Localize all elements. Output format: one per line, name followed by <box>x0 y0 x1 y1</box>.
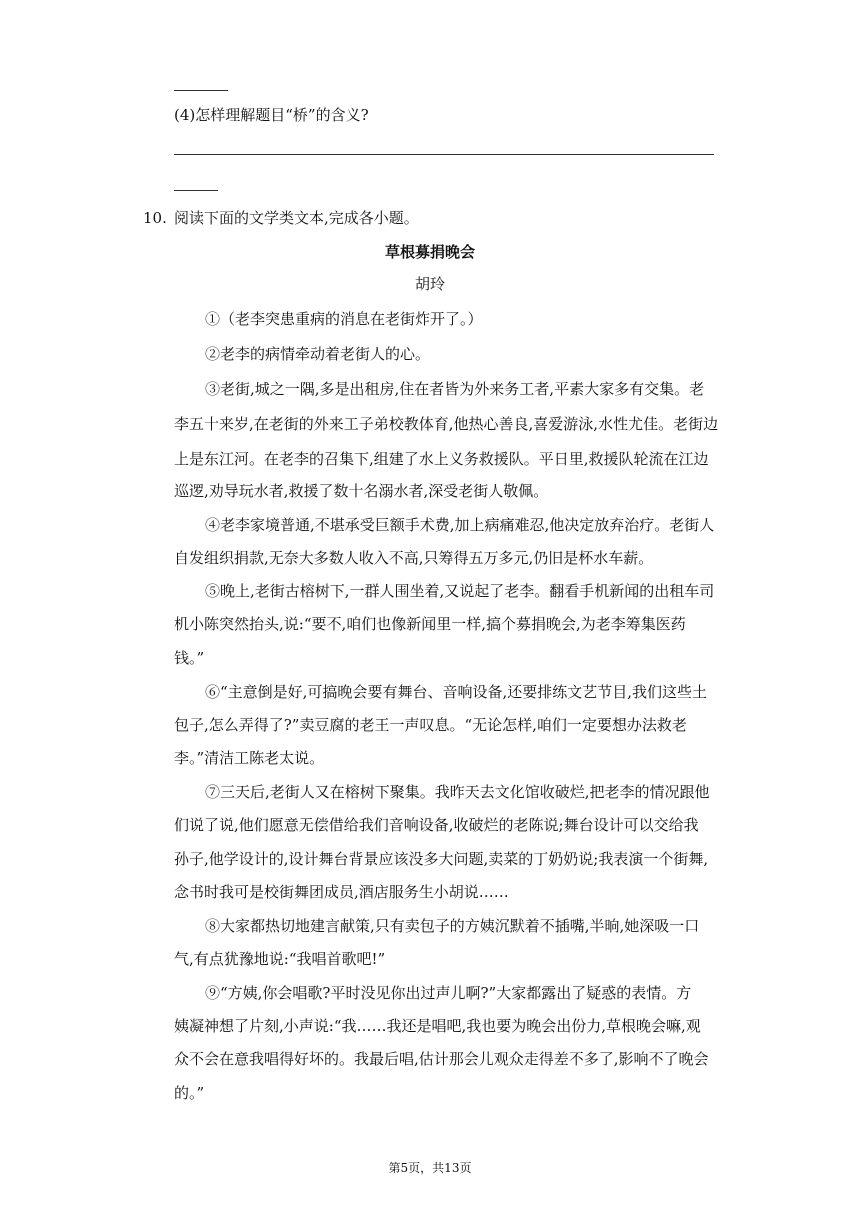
paragraph-line: ⑨“方姨,你会唱歌?平时没见你出过声儿啊?”大家都露出了疑惑的表情。方 <box>205 984 692 1002</box>
question-4: (4)怎样理解题目“桥”的含义? <box>174 106 369 124</box>
answer-line-long <box>174 154 714 155</box>
paragraph-line: 自发组织捐款,无奈大多数人收入不高,只筹得五万多元,仍旧是杯水车薪。 <box>174 549 654 567</box>
question-10-number: 10. <box>143 209 167 227</box>
paragraph-line: 的。” <box>174 1084 205 1102</box>
paragraph-line: ③老街,城之一隅,多是出租房,住在者皆为外来务工者,平素大家多有交集。老 <box>205 380 705 398</box>
paragraph-line: 钱。” <box>174 649 205 667</box>
paragraph-line: 孙子,他学设计的,设计舞台背景应该没多大问题,卖菜的丁奶奶说;我表演一个街舞, <box>174 850 709 868</box>
paragraph-line: 姨凝神想了片刻,小声说:“我……我还是唱吧,我也要为晚会出份力,草根晚会嘛,观 <box>174 1017 701 1035</box>
paragraph-line: 们说了说,他们愿意无偿借给我们音响设备,收破烂的老陈说;舞台设计可以交给我 <box>174 816 699 834</box>
paragraph-line: ②老李的病情牵动着老街人的心。 <box>205 345 431 363</box>
paragraph-line: 众不会在意我唱得好坏的。我最后唱,估计那会儿观众走得差不多了,影响不了晚会 <box>174 1050 709 1068</box>
paragraph-line: 上是东江河。在老李的召集下,组建了水上义务救援队。平日里,救援队轮流在江边 <box>174 450 709 468</box>
paragraph-line: 包子,怎么弄得了?”卖豆腐的老王一声叹息。“无论怎样,咱们一定要想办法救老 <box>174 716 687 734</box>
paragraph-line: ⑧大家都热切地建言献策,只有卖包子的方姨沉默着不插嘴,半晌,她深吸一口 <box>205 917 700 935</box>
article-title: 草根募捐晚会 <box>384 243 475 261</box>
paragraph-line: ⑥“主意倒是好,可搞晚会要有舞台、音响设备,还要排练文艺节目,我们这些土 <box>205 683 707 701</box>
paragraph-line: 念书时我可是校街舞团成员,酒店服务生小胡说…… <box>174 883 509 901</box>
paragraph-line: 李。”清洁工陈老太说。 <box>174 749 325 767</box>
paragraph-line: 机小陈突然抬头,说:“要不,咱们也像新闻里一样,搞个募捐晚会,为老李筹集医药 <box>174 615 686 633</box>
question-10-prompt: 阅读下面的文学类文本,完成各小题。 <box>174 209 419 227</box>
paragraph-line: 气,有点犹豫地说:“我唱首歌吧!” <box>174 950 386 968</box>
paragraph-line: ⑦三天后,老街人又在榕树下聚集。我昨天去文化馆收破烂,把老李的情况跟他 <box>205 783 710 801</box>
paragraph-line: ⑤晚上,老街古榕树下,一群人围坐着,又说起了老李。翻看手机新闻的出租车司 <box>205 582 715 600</box>
paragraph-line: ①（老李突患重病的消息在老街炸开了。） <box>205 310 483 328</box>
answer-line-short-top <box>174 90 228 91</box>
paragraph-line: 巡逻,劝导玩水者,救援了数十名溺水者,深受老街人敬佩。 <box>174 482 549 500</box>
answer-line-short <box>174 190 218 191</box>
paragraph-line: ④老李家境普通,不堪承受巨额手术费,加上病痛难忍,他决定放弃治疗。老街人 <box>205 516 715 534</box>
article-author: 胡玲 <box>414 275 445 293</box>
paragraph-line: 李五十来岁,在老街的外来工子弟校教体育,他热心善良,喜爱游泳,水性尤佳。老街边 <box>174 415 719 433</box>
page-number: 第5页，共13页 <box>388 1161 472 1175</box>
